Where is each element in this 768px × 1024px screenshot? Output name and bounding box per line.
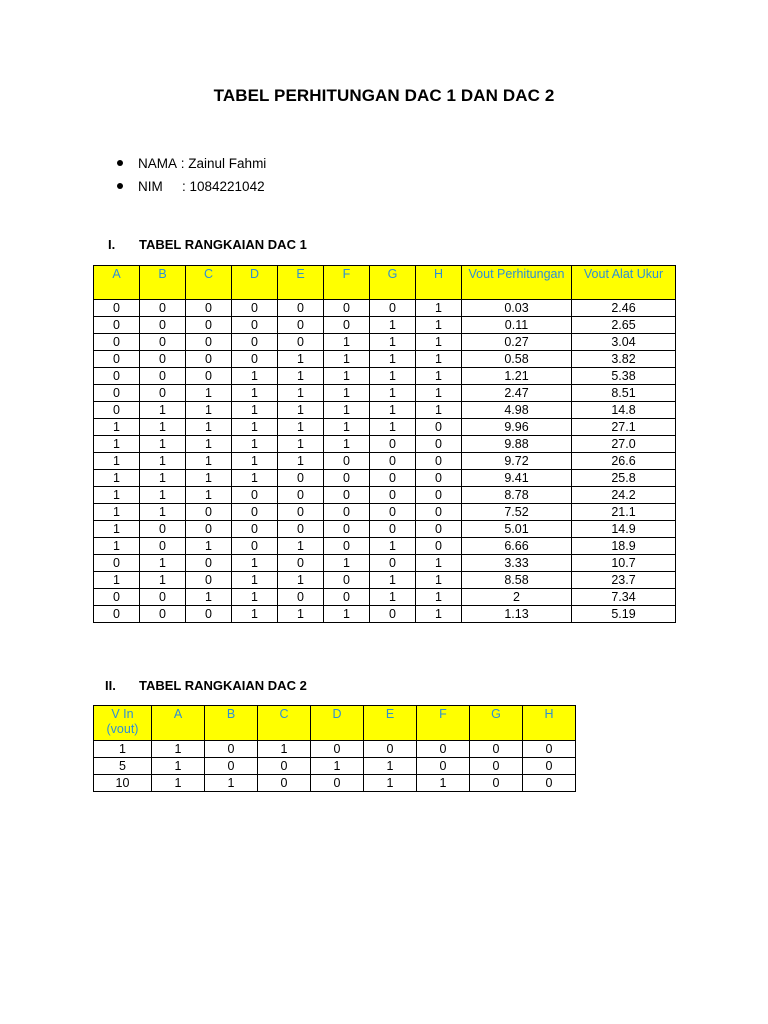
table-cell: 1 [232, 402, 278, 419]
table-cell: 2.47 [462, 385, 572, 402]
table-row [94, 487, 676, 504]
table-cell: 1 [416, 334, 462, 351]
info-value: : Zainul Fahmi [180, 155, 267, 171]
bullet-icon [117, 160, 123, 166]
table-cell: 0 [186, 351, 232, 368]
table-cell: 1 [186, 419, 232, 436]
section-title: TABEL RANGKAIAN DAC 2 [139, 678, 307, 693]
table-cell: 1 [152, 775, 205, 792]
table-row [94, 317, 676, 334]
table-cell: 1 [186, 453, 232, 470]
table-cell: 1 [416, 368, 462, 385]
table-cell: 0.27 [462, 334, 572, 351]
table-cell: 0 [370, 487, 416, 504]
table-cell: 3.82 [572, 351, 676, 368]
table-row [94, 504, 676, 521]
table-cell: 0 [324, 572, 370, 589]
table-cell: 0 [94, 385, 140, 402]
info-item-nama [117, 152, 266, 175]
table-cell: 1 [186, 487, 232, 504]
table-cell: 1 [152, 741, 205, 758]
table-cell: 1 [232, 470, 278, 487]
table-cell: 0 [232, 334, 278, 351]
table-cell: 1 [94, 419, 140, 436]
table-cell: 0 [278, 555, 324, 572]
table-header-row [94, 266, 676, 300]
table-cell: 1 [140, 555, 186, 572]
table-cell: 0 [140, 317, 186, 334]
section-title: TABEL RANGKAIAN DAC 1 [139, 237, 307, 252]
table-cell: 9.41 [462, 470, 572, 487]
table-cell: 0 [370, 504, 416, 521]
table-cell: 0 [94, 351, 140, 368]
table-cell: 1 [364, 775, 417, 792]
table-cell: 0 [140, 606, 186, 623]
table-cell: 0 [470, 775, 523, 792]
table-cell: 0 [416, 487, 462, 504]
table-cell: 1 [324, 334, 370, 351]
table-row [94, 385, 676, 402]
table-cell: 1 [324, 351, 370, 368]
table-cell: 1 [370, 419, 416, 436]
table-cell: 0 [523, 758, 576, 775]
table-cell: 2.65 [572, 317, 676, 334]
table-cell: 0 [232, 538, 278, 555]
table-cell: 4.98 [462, 402, 572, 419]
table-cell: 7.34 [572, 589, 676, 606]
table-cell: 1 [278, 606, 324, 623]
table-cell: 0 [417, 741, 470, 758]
table-row [94, 402, 676, 419]
table-cell: 1 [278, 436, 324, 453]
table-cell: 2.46 [572, 300, 676, 317]
table-cell: 0 [140, 351, 186, 368]
column-header: C [186, 266, 232, 300]
table-cell: 5.01 [462, 521, 572, 538]
table-cell: 0 [140, 300, 186, 317]
table-row [94, 538, 676, 555]
table-row [94, 555, 676, 572]
table-cell: 0 [186, 368, 232, 385]
table-cell: 9.72 [462, 453, 572, 470]
section-heading-dac2 [105, 678, 307, 693]
section-number: II. [105, 678, 116, 693]
table-row [94, 521, 676, 538]
table-cell: 1 [94, 453, 140, 470]
table-cell: 2 [462, 589, 572, 606]
table-cell: 1 [370, 368, 416, 385]
table-cell: 0 [140, 589, 186, 606]
table-cell: 1 [278, 572, 324, 589]
table-cell: 0 [140, 538, 186, 555]
table-cell: 1 [232, 419, 278, 436]
section-heading-dac1 [108, 237, 307, 252]
table-cell: 1 [232, 453, 278, 470]
table-cell: 0 [523, 775, 576, 792]
table-cell: 1 [324, 606, 370, 623]
table-cell: 0 [94, 589, 140, 606]
table-cell: 0 [311, 741, 364, 758]
table-cell: 1 [152, 758, 205, 775]
table-cell: 1 [416, 606, 462, 623]
column-header: D [311, 706, 364, 741]
table-cell: 1 [416, 385, 462, 402]
table-cell: 1 [370, 589, 416, 606]
table-cell: 0 [140, 368, 186, 385]
table-cell: 1 [324, 436, 370, 453]
table-row [94, 368, 676, 385]
table-cell: 8.78 [462, 487, 572, 504]
table-cell: 27.0 [572, 436, 676, 453]
info-value: : 1084221042 [182, 178, 265, 194]
table-cell: 0 [258, 758, 311, 775]
table-cell: 1 [140, 419, 186, 436]
table-cell: 0 [278, 504, 324, 521]
table-cell: 1 [370, 402, 416, 419]
table-cell: 0 [278, 317, 324, 334]
table-row [94, 606, 676, 623]
table-cell: 6.66 [462, 538, 572, 555]
column-header: D [232, 266, 278, 300]
column-header: B [205, 706, 258, 741]
table-cell: 1 [94, 572, 140, 589]
column-header: C [258, 706, 311, 741]
table-cell: 5.38 [572, 368, 676, 385]
table-cell: 1 [232, 606, 278, 623]
dac1-table [93, 265, 676, 623]
table-cell: 0 [278, 521, 324, 538]
table-row [94, 300, 676, 317]
table-cell: 1 [278, 385, 324, 402]
table-cell: 0 [94, 300, 140, 317]
column-header: E [364, 706, 417, 741]
bullet-icon [117, 183, 123, 189]
table-cell: 1 [324, 555, 370, 572]
table-cell: 0 [370, 555, 416, 572]
table-cell: 0 [370, 606, 416, 623]
table-row [94, 775, 576, 792]
page-title: TABEL PERHITUNGAN DAC 1 DAN DAC 2 [213, 86, 555, 105]
table-cell: 0 [186, 317, 232, 334]
table-row [94, 419, 676, 436]
table-cell: 1 [140, 504, 186, 521]
table-cell: 10.7 [572, 555, 676, 572]
column-header: F [417, 706, 470, 741]
table-cell: 7.52 [462, 504, 572, 521]
table-cell: 10 [94, 775, 152, 792]
table-cell: 0 [416, 470, 462, 487]
column-header: E [278, 266, 324, 300]
table-row [94, 351, 676, 368]
table-cell: 0 [140, 334, 186, 351]
table-cell: 0 [94, 317, 140, 334]
table-cell: 1 [94, 521, 140, 538]
table-cell: 1 [416, 589, 462, 606]
table-cell: 1 [232, 589, 278, 606]
table-cell: 0 [186, 572, 232, 589]
table-cell: 0 [278, 470, 324, 487]
table-cell: 0 [324, 589, 370, 606]
table-cell: 0 [324, 300, 370, 317]
table-cell: 3.33 [462, 555, 572, 572]
table-cell: 1 [370, 385, 416, 402]
table-cell: 0 [186, 606, 232, 623]
table-cell: 1 [416, 300, 462, 317]
table-cell: 0.03 [462, 300, 572, 317]
table-cell: 1 [324, 385, 370, 402]
table-cell: 1 [140, 402, 186, 419]
table-cell: 1 [232, 385, 278, 402]
table-cell: 0 [232, 317, 278, 334]
table-cell: 1 [140, 572, 186, 589]
table-cell: 1 [140, 470, 186, 487]
table-cell: 0 [370, 436, 416, 453]
table-cell: 0.11 [462, 317, 572, 334]
table-cell: 1 [370, 351, 416, 368]
table-cell: 0 [140, 385, 186, 402]
section-number: I. [108, 237, 116, 252]
table-cell: 1 [324, 368, 370, 385]
table-cell: 1 [278, 368, 324, 385]
table-cell: 0 [324, 521, 370, 538]
table-cell: 24.2 [572, 487, 676, 504]
table-cell: 1 [186, 538, 232, 555]
table-cell: 1 [94, 487, 140, 504]
table-cell: 0 [324, 538, 370, 555]
column-header: H [416, 266, 462, 300]
table-cell: 1 [232, 555, 278, 572]
table-cell: 0 [324, 504, 370, 521]
table-cell: 0 [417, 758, 470, 775]
column-header: A [94, 266, 140, 300]
table-cell: 0 [186, 300, 232, 317]
info-label: NIM [138, 178, 163, 194]
table-cell: 18.9 [572, 538, 676, 555]
table-cell: 1 [278, 453, 324, 470]
table-cell: 1 [258, 741, 311, 758]
table-cell: 0 [94, 606, 140, 623]
table-cell: 1 [186, 436, 232, 453]
table-cell: 1 [94, 436, 140, 453]
table-cell: 0 [470, 758, 523, 775]
table-cell: 0 [370, 453, 416, 470]
table-cell: 1 [140, 453, 186, 470]
table-cell: 5 [94, 758, 152, 775]
column-header: H [523, 706, 576, 741]
table-cell: 1 [140, 487, 186, 504]
table-cell: 1 [416, 402, 462, 419]
table-cell: 1 [416, 351, 462, 368]
table-cell: 23.7 [572, 572, 676, 589]
table-cell: 0 [324, 453, 370, 470]
table-cell: 5.19 [572, 606, 676, 623]
table-row [94, 758, 576, 775]
table-cell: 1 [370, 538, 416, 555]
table-row [94, 436, 676, 453]
table-cell: 0 [324, 470, 370, 487]
column-header: G [470, 706, 523, 741]
table-cell: 0 [278, 589, 324, 606]
table-cell: 21.1 [572, 504, 676, 521]
column-header: Vout Alat Ukur [572, 266, 676, 300]
table-cell: 0 [370, 521, 416, 538]
table-cell: 0 [232, 300, 278, 317]
table-cell: 0 [278, 334, 324, 351]
table-cell: 1 [186, 470, 232, 487]
table-cell: 1 [232, 572, 278, 589]
table-cell: 1 [94, 538, 140, 555]
table-cell: 0 [324, 487, 370, 504]
table-cell: 9.96 [462, 419, 572, 436]
table-cell: 1 [370, 317, 416, 334]
table-cell: 0 [232, 504, 278, 521]
table-cell: 8.51 [572, 385, 676, 402]
table-cell: 26.6 [572, 453, 676, 470]
table-cell: 1 [232, 368, 278, 385]
table-cell: 1 [416, 317, 462, 334]
table-cell: 0 [370, 470, 416, 487]
table-cell: 0 [523, 741, 576, 758]
table-row [94, 589, 676, 606]
table-cell: 0 [205, 741, 258, 758]
table-row [94, 453, 676, 470]
info-item-nim [117, 175, 266, 198]
table-cell: 14.9 [572, 521, 676, 538]
table-cell: 1 [324, 402, 370, 419]
table-cell: 1 [186, 402, 232, 419]
column-header: A [152, 706, 205, 741]
table-cell: 1 [232, 436, 278, 453]
table-cell: 0 [140, 521, 186, 538]
table-cell: 1 [186, 589, 232, 606]
table-cell: 1 [311, 758, 364, 775]
table-cell: 0 [232, 351, 278, 368]
table-cell: 0 [370, 300, 416, 317]
table-cell: 1 [278, 402, 324, 419]
table-cell: 0 [278, 300, 324, 317]
table-cell: 0 [364, 741, 417, 758]
column-header: B [140, 266, 186, 300]
table-cell: 0 [258, 775, 311, 792]
table-cell: 0 [94, 368, 140, 385]
table-cell: 1 [370, 334, 416, 351]
table-cell: 1 [416, 572, 462, 589]
table-cell: 0 [416, 521, 462, 538]
table-cell: 3.04 [572, 334, 676, 351]
column-header: G [370, 266, 416, 300]
column-header: F [324, 266, 370, 300]
table-cell: 0 [416, 504, 462, 521]
table-row [94, 334, 676, 351]
table-cell: 0 [416, 538, 462, 555]
table-cell: 1 [278, 538, 324, 555]
table-cell: 1 [205, 775, 258, 792]
table-cell: 0 [186, 504, 232, 521]
table-cell: 1 [94, 470, 140, 487]
table-cell: 1.21 [462, 368, 572, 385]
table-cell: 0 [94, 555, 140, 572]
table-cell: 0 [278, 487, 324, 504]
table-cell: 0 [186, 555, 232, 572]
table-cell: 8.58 [462, 572, 572, 589]
table-cell: 9.88 [462, 436, 572, 453]
column-header: V In (vout) [94, 706, 152, 741]
column-header: Vout Perhitungan [462, 266, 572, 300]
table-cell: 27.1 [572, 419, 676, 436]
table-cell: 25.8 [572, 470, 676, 487]
table-cell: 14.8 [572, 402, 676, 419]
table-cell: 1 [140, 436, 186, 453]
table-cell: 1 [364, 758, 417, 775]
table-cell: 0 [416, 419, 462, 436]
table-row [94, 741, 576, 758]
table-cell: 0 [324, 317, 370, 334]
table-cell: 1 [417, 775, 470, 792]
table-cell: 0 [232, 487, 278, 504]
table-cell: 1.13 [462, 606, 572, 623]
table-row [94, 470, 676, 487]
table-cell: 1 [186, 385, 232, 402]
table-cell: 0.58 [462, 351, 572, 368]
table-cell: 0 [232, 521, 278, 538]
table-cell: 0 [186, 521, 232, 538]
table-row [94, 572, 676, 589]
table-cell: 0 [205, 758, 258, 775]
table-cell: 1 [94, 741, 152, 758]
table-cell: 0 [94, 334, 140, 351]
table-cell: 0 [470, 741, 523, 758]
table-cell: 0 [186, 334, 232, 351]
dac2-table [93, 705, 576, 792]
table-cell: 1 [370, 572, 416, 589]
table-cell: 1 [416, 555, 462, 572]
table-header-row [94, 706, 576, 741]
table-cell: 1 [278, 351, 324, 368]
table-cell: 0 [311, 775, 364, 792]
table-cell: 0 [94, 402, 140, 419]
info-list [117, 152, 266, 198]
table-cell: 1 [324, 419, 370, 436]
table-cell: 1 [278, 419, 324, 436]
table-cell: 0 [416, 436, 462, 453]
table-cell: 0 [416, 453, 462, 470]
table-cell: 1 [94, 504, 140, 521]
info-label: NAMA [138, 155, 178, 171]
